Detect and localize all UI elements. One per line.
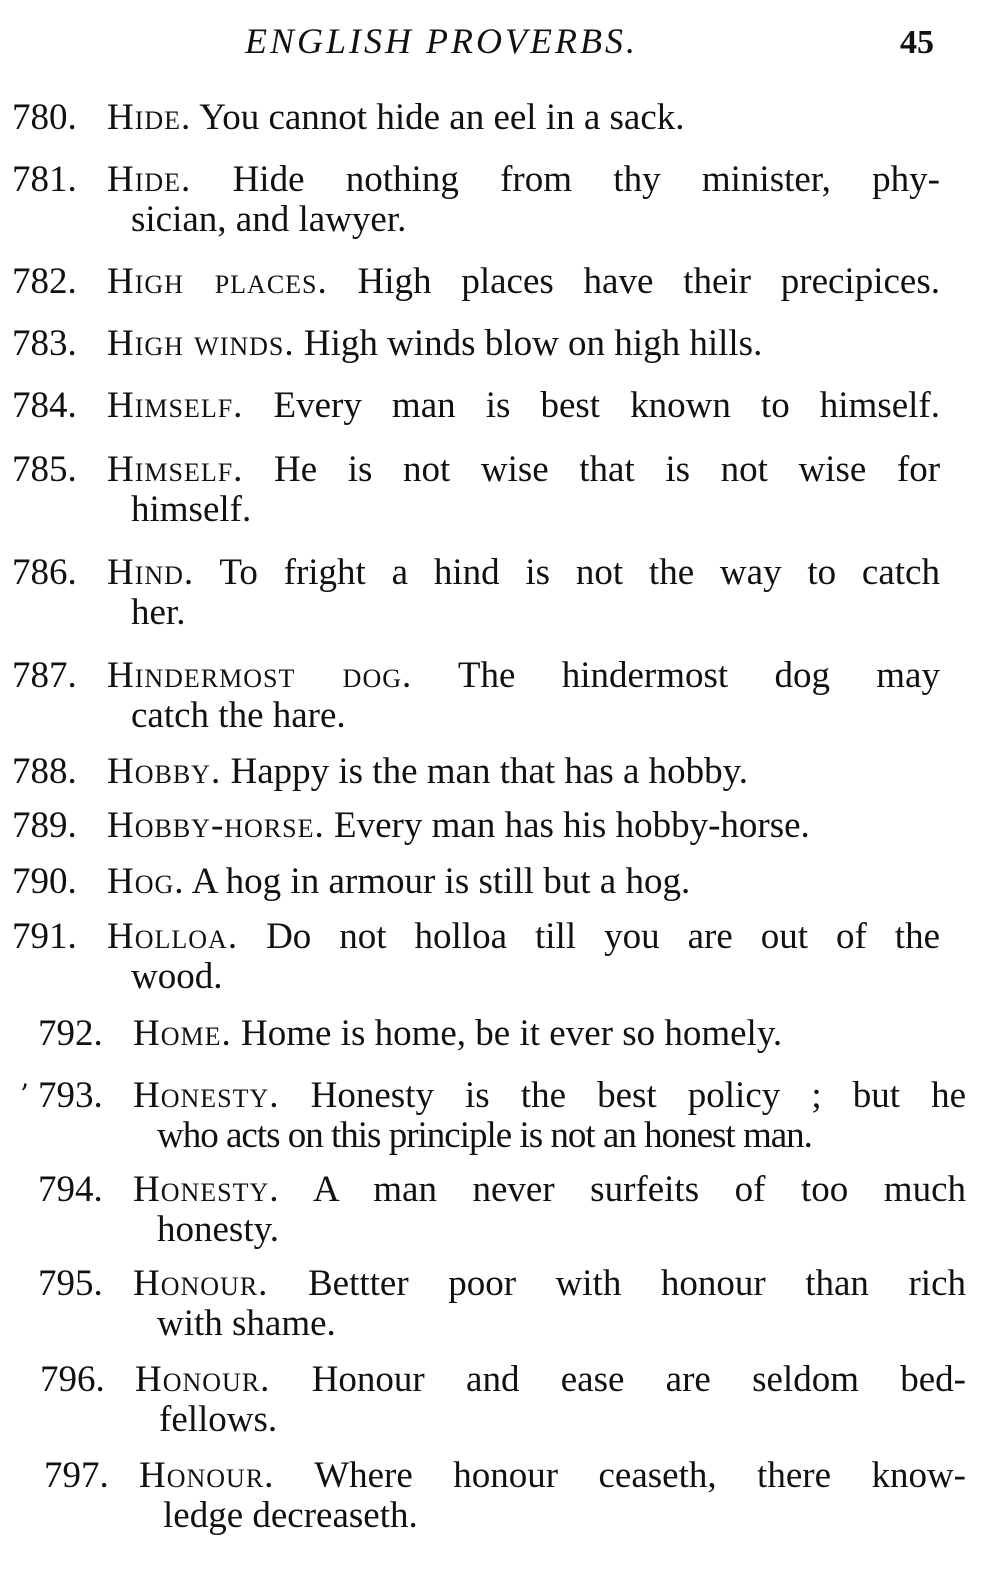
proverb-continuation: himself. (131, 489, 252, 530)
proverb-entry (12, 98, 940, 138)
proverb-keyword: Honesty. (133, 1169, 280, 1210)
proverb-entry (44, 1456, 966, 1536)
proverb-entry (12, 917, 940, 997)
proverb-keyword: High places. (107, 261, 328, 302)
proverb-text: Honour and ease are seldom bed- (311, 1359, 967, 1400)
proverb-number: 785. (12, 449, 77, 490)
proverb-text: A hog in armour is still but a hog. (191, 861, 691, 902)
proverb-text: Bettter poor with honour than rich (307, 1263, 966, 1304)
proverb-number: 794. (38, 1169, 103, 1210)
proverb-text: Happy is the man that has a hobby. (230, 751, 749, 792)
proverb-entry (12, 386, 940, 426)
proverb-keyword: Honesty. (133, 1075, 280, 1116)
proverb-entry (12, 450, 940, 530)
proverb-number: 787. (12, 655, 77, 696)
proverb-keyword: Hobby. (107, 751, 222, 792)
proverb-text: A man never surfeits of too much (313, 1169, 966, 1210)
proverb-line (107, 656, 940, 696)
proverb-keyword: Home. (133, 1013, 232, 1054)
proverb-text: Every man has his hobby-horse. (334, 805, 810, 846)
proverb-entry (38, 1076, 966, 1156)
proverb-entry (12, 553, 940, 633)
proverb-number: 795. (38, 1263, 103, 1304)
proverb-entry (38, 1264, 966, 1344)
proverb-keyword: Hide. (107, 159, 192, 200)
proverb-number: 792. (38, 1013, 103, 1054)
proverb-text: Do not holloa till you are out of the (266, 916, 940, 957)
proverb-entry (12, 160, 940, 240)
proverb-keyword: Hindermost dog. (107, 655, 413, 696)
proverb-keyword: Honour. (139, 1455, 275, 1496)
proverb-line (107, 862, 832, 902)
proverb-entry (12, 806, 940, 846)
proverb-number: 789. (12, 805, 77, 846)
proverb-line (107, 98, 940, 138)
proverb-text: High places have their precipices. (357, 261, 940, 302)
proverb-number: 793. (38, 1075, 103, 1116)
proverb-number: 783. (12, 323, 77, 364)
proverb-continuation: catch the hare. (131, 695, 346, 736)
proverb-number: 797. (44, 1455, 109, 1496)
proverb-number: 796. (40, 1359, 105, 1400)
proverb-text: He is not wise that is not wise for (274, 449, 941, 490)
proverb-text: High winds blow on high hills. (303, 323, 763, 364)
proverb-keyword: Holloa. (107, 916, 239, 957)
proverb-line (107, 806, 940, 846)
proverb-number: 786. (12, 552, 77, 593)
proverb-keyword: Hobby-horse. (107, 805, 325, 846)
proverb-entry (12, 324, 910, 364)
proverb-keyword: Himself. (107, 449, 244, 490)
proverb-continuation: fellows. (159, 1399, 278, 1440)
proverb-line (133, 1014, 918, 1054)
proverb-continuation: her. (131, 592, 186, 633)
proverb-line (107, 386, 940, 426)
proverb-continuation: who acts on this principle is not an honest man. (157, 1115, 812, 1156)
proverb-keyword: Himself. (107, 385, 244, 426)
proverb-text: Home is home, be it ever so homely. (241, 1013, 783, 1054)
proverb-continuation: ledge decreaseth. (163, 1495, 418, 1536)
proverb-entry (38, 1014, 918, 1054)
proverb-line (107, 160, 940, 200)
proverb-continuation: wood. (131, 956, 223, 997)
proverb-keyword: Honour. (135, 1359, 271, 1400)
proverb-line (133, 1264, 966, 1304)
proverb-number: 781. (12, 159, 77, 200)
proverb-entry (12, 752, 902, 792)
proverb-text: The hindermost dog may (457, 655, 940, 696)
proverb-keyword: Hind. (107, 552, 195, 593)
proverb-line (133, 1170, 966, 1210)
proverb-line (107, 262, 940, 302)
proverb-continuation: with shame. (157, 1303, 336, 1344)
proverb-keyword: Honour. (133, 1263, 269, 1304)
proverb-entry (12, 262, 940, 302)
stray-mark: ’ (20, 1078, 29, 1111)
proverb-entry (12, 656, 940, 736)
proverb-line (107, 917, 940, 957)
proverb-line (107, 752, 902, 792)
page-header (0, 18, 1000, 68)
proverb-number: 791. (12, 916, 77, 957)
proverb-line (133, 1076, 966, 1116)
proverb-line (135, 1360, 966, 1400)
proverb-number: 790. (12, 861, 77, 902)
proverb-line (107, 450, 940, 490)
proverb-number: 780. (12, 97, 77, 138)
proverb-text: Every man is best known to himself. (273, 385, 941, 426)
proverb-number: 788. (12, 751, 77, 792)
proverb-number: 782. (12, 261, 77, 302)
proverb-entry (40, 1360, 966, 1440)
proverb-continuation: honesty. (157, 1209, 279, 1250)
proverb-line (107, 553, 940, 593)
page-number: 45 (900, 24, 934, 61)
running-title: ENGLISH PROVERBS. (245, 21, 638, 61)
proverb-text: You cannot hide an eel in a sack. (199, 97, 685, 138)
proverb-keyword: High winds. (107, 323, 295, 364)
proverb-number: 784. (12, 385, 77, 426)
proverb-entry (12, 862, 832, 902)
proverb-line (107, 324, 910, 364)
proverb-text: Hide nothing from thy minister, phy- (232, 159, 940, 200)
proverb-text: To fright a hind is not the way to catch (219, 552, 940, 593)
proverb-text: Honesty is the best policy ; but he (310, 1075, 966, 1116)
proverb-entry (38, 1170, 966, 1250)
proverb-keyword: Hide. (107, 97, 192, 138)
proverb-keyword: Hog. (107, 861, 185, 902)
proverb-line (139, 1456, 966, 1496)
proverb-text: Where honour ceaseth, there know- (314, 1455, 966, 1496)
proverb-continuation: sician, and lawyer. (131, 199, 407, 240)
